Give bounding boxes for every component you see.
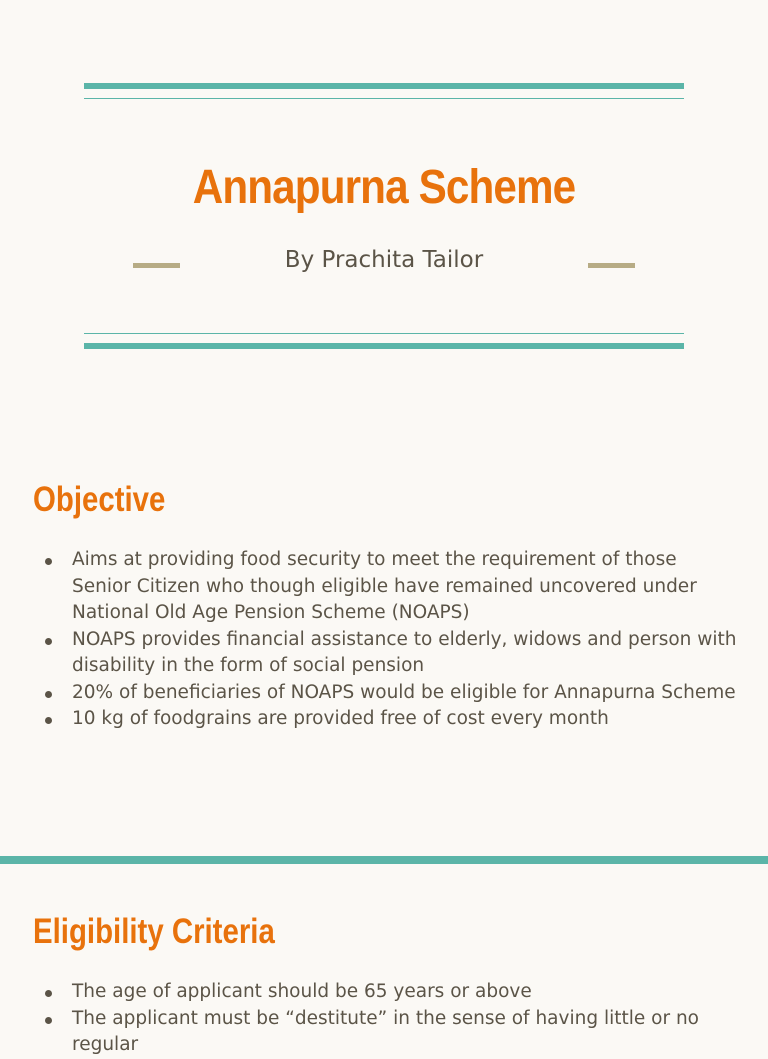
list-item [40, 979, 740, 1006]
list-item [40, 706, 740, 733]
right-dash-decoration [588, 263, 635, 268]
eligibility-heading: Eligibility Criteria [33, 912, 275, 951]
list-item-text: The applicant must be “destitute” in the sense of having little or no regular [72, 1007, 699, 1055]
list-item [40, 627, 740, 680]
list-item-text: 10 kg of foodgrains are provided free of cost every month [72, 708, 609, 729]
list-item-text: 20% of beneficiaries of NOAPS would be eligible for Annapurna Scheme [72, 681, 736, 703]
bottom-thick-rule [84, 343, 684, 349]
presentation-subtitle: By Prachita Tailor [284, 247, 484, 273]
bullet-icon [45, 990, 52, 997]
eligibility-bullet-list [40, 979, 740, 1059]
bullet-icon [45, 691, 52, 698]
list-item-text: The age of applicant should be 65 years or above [72, 981, 532, 1002]
list-item [40, 680, 740, 707]
bullet-icon [45, 717, 52, 724]
objective-bullet-list [40, 547, 740, 733]
bullet-icon [45, 558, 52, 565]
bullet-icon [45, 1017, 52, 1024]
list-item-text: Aims at providing food security to meet the requirement of those Senior Citizen who though eligible have remained uncovered under National Old Age Pension Scheme (NOAPS) [72, 549, 697, 623]
bullet-icon [45, 638, 52, 645]
bottom-thin-rule [84, 333, 684, 334]
list-item-text: NOAPS provides financial assistance to elderly, widows and person with disability in the form of social pension [72, 628, 737, 676]
list-item [40, 547, 740, 627]
presentation-title: Annapurna Scheme [192, 161, 576, 214]
title-slide [0, 0, 768, 432]
top-thin-rule [84, 98, 684, 99]
eligibility-slide [0, 866, 768, 1055]
slide-divider [0, 856, 768, 864]
top-thick-rule [84, 83, 684, 89]
objective-slide [0, 432, 768, 860]
list-item [40, 1006, 740, 1059]
objective-heading: Objective [33, 480, 166, 519]
